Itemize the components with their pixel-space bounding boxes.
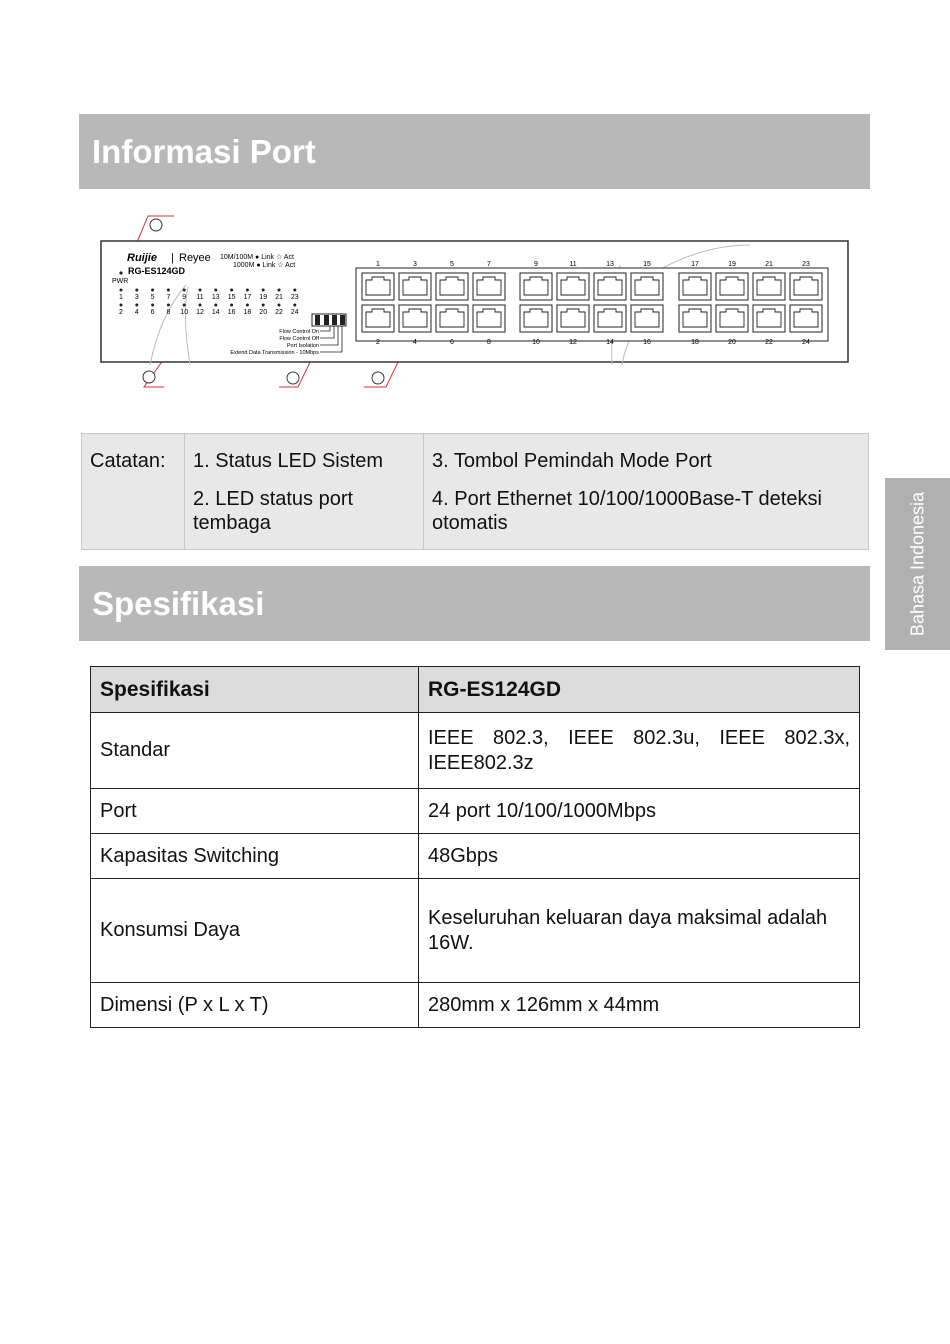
spec-table (90, 666, 860, 1028)
pwr-led (119, 271, 122, 274)
rj45-port-16 (631, 305, 663, 332)
led-number-16: 16 (227, 309, 236, 316)
led-number-10: 10 (180, 309, 189, 316)
led-number-19: 19 (259, 294, 268, 301)
port-led-7 (167, 289, 170, 292)
port-led-10 (183, 304, 186, 307)
rj45-port-21 (753, 273, 785, 300)
rj45-port-17 (679, 273, 711, 300)
language-side-tab (885, 478, 950, 650)
port-led-16 (230, 304, 233, 307)
pwr-label: PWR (112, 278, 129, 285)
port-number-2: 2 (376, 339, 380, 346)
led-number-1: 1 (119, 294, 123, 301)
port-led-18 (246, 304, 249, 307)
port-info-title: Informasi Port (92, 132, 316, 170)
port-number-16: 16 (643, 339, 651, 346)
spec-header-row (91, 667, 860, 713)
table-row (91, 879, 860, 983)
led-number-4: 4 (134, 309, 139, 316)
port-led-22 (278, 304, 281, 307)
led-number-5: 5 (150, 294, 155, 301)
callout-3-circle (287, 372, 299, 384)
port-number-19: 19 (728, 261, 736, 268)
led-number-17: 17 (243, 294, 252, 301)
spec-row-value: 280mm x 126mm x 44mm (419, 983, 860, 1028)
switch-label-1: Flow Control On (279, 329, 319, 335)
rj45-port-15 (631, 273, 663, 300)
port-number-17: 17 (691, 261, 699, 268)
spec-row-label: Kapasitas Switching (91, 834, 419, 879)
rj45-port-8 (473, 305, 505, 332)
note-item-3: 3. Tombol Pemindah Mode Port (432, 450, 712, 472)
brand-reyee: Reyee (179, 252, 211, 264)
spec-row-value: 48Gbps (419, 834, 860, 879)
rj45-port-9 (520, 273, 552, 300)
spec-row-value: Keseluruhan keluaran daya maksimal adalah 16W. (419, 879, 860, 983)
port-number-7: 7 (487, 261, 491, 268)
spec-header-col-2: RG-ES124GD (419, 667, 860, 713)
rj45-port-5 (436, 273, 468, 300)
rj45-port-13 (594, 273, 626, 300)
model-label: RG-ES124GD (128, 266, 186, 276)
callout-2-circle (143, 371, 155, 383)
port-number-3: 3 (413, 261, 417, 268)
rj45-port-3 (399, 273, 431, 300)
callout-4-circle (372, 372, 384, 384)
rj45-port-6 (436, 305, 468, 332)
port-number-4: 4 (413, 339, 417, 346)
spec-title: Spesifikasi (92, 584, 265, 622)
port-led-15 (230, 289, 233, 292)
port-number-20: 20 (728, 339, 736, 346)
port-number-15: 15 (643, 261, 651, 268)
led-number-3: 3 (134, 294, 139, 301)
led-number-8: 8 (166, 309, 171, 316)
notes-col-2 (424, 434, 869, 550)
led-number-13: 13 (211, 294, 220, 301)
notes-label: Catatan: (82, 434, 185, 550)
led-number-24: 24 (290, 309, 299, 316)
spec-row-label: Port (91, 789, 419, 834)
port-number-12: 12 (569, 339, 577, 346)
rj45-port-10 (520, 305, 552, 332)
port-number-21: 21 (765, 261, 773, 268)
switch-label-3: Port Isolation (286, 343, 319, 349)
port-number-11: 11 (569, 261, 577, 268)
port-number-1: 1 (376, 261, 380, 268)
spec-row-label: Standar (91, 713, 419, 789)
table-row (91, 983, 860, 1028)
port-led-23 (293, 289, 296, 292)
port-led-21 (278, 289, 281, 292)
spec-row-value: IEEE 802.3, IEEE 802.3u, IEEE 802.3x, IEEE802.3z (419, 713, 860, 789)
port-led-11 (199, 289, 202, 292)
port-led-2 (120, 304, 123, 307)
led-number-6: 6 (150, 309, 155, 316)
port-number-5: 5 (450, 261, 454, 268)
port-led-24 (293, 304, 296, 307)
led-number-2: 2 (119, 309, 123, 316)
port-led-3 (135, 289, 138, 292)
rj45-port-20 (716, 305, 748, 332)
switch-label-2: Flow Control Off (279, 336, 319, 342)
rj45-port-23 (790, 273, 822, 300)
port-led-1 (120, 289, 123, 292)
callout-1-circle (150, 219, 162, 231)
note-item-4: 4. Port Ethernet 10/100/1000Base-T deteksi otomatis (432, 488, 822, 534)
port-number-23: 23 (802, 261, 810, 268)
rj45-port-4 (399, 305, 431, 332)
led-number-9: 9 (182, 294, 187, 301)
port-led-5 (151, 289, 154, 292)
rj45-port-12 (557, 305, 589, 332)
port-number-14: 14 (606, 339, 614, 346)
notes-col-1 (185, 434, 424, 550)
led-number-12: 12 (196, 309, 204, 316)
table-row (91, 789, 860, 834)
legend-line-1: 10M/100M ● Link ☆ Act (220, 254, 294, 261)
rj45-port-7 (473, 273, 505, 300)
port-led-12 (199, 304, 202, 307)
switch-label-4: Extend Data Transmission - 10Mbps (230, 350, 319, 356)
port-number-8: 8 (487, 339, 491, 346)
port-number-18: 18 (691, 339, 699, 346)
mode-switch-block (312, 314, 346, 326)
port-led-14 (214, 304, 217, 307)
rj45-port-2 (362, 305, 394, 332)
spec-banner (79, 566, 870, 641)
port-number-6: 6 (450, 339, 454, 346)
port-info-banner (79, 114, 870, 189)
led-number-15: 15 (227, 294, 236, 301)
port-led-8 (167, 304, 170, 307)
rj45-port-22 (753, 305, 785, 332)
language-label: Bahasa Indonesia (907, 491, 927, 637)
port-number-10: 10 (532, 339, 540, 346)
table-row (91, 713, 860, 789)
rj45-port-14 (594, 305, 626, 332)
port-number-22: 22 (765, 339, 773, 346)
port-led-13 (214, 289, 217, 292)
rj45-port-18 (679, 305, 711, 332)
led-number-22: 22 (275, 309, 283, 316)
note-item-1: 1. Status LED Sistem (193, 450, 384, 472)
port-number-13: 13 (606, 261, 614, 268)
spec-row-value: 24 port 10/100/1000Mbps (419, 789, 860, 834)
port-led-6 (151, 304, 154, 307)
port-led-20 (262, 304, 265, 307)
table-row (91, 834, 860, 879)
note-item-2: 2. LED status port tembaga (193, 488, 354, 534)
led-number-18: 18 (243, 309, 252, 316)
led-number-23: 23 (290, 294, 299, 301)
switch-front-panel (90, 205, 860, 405)
legend-line-2: 1000M ● Link ☆ Act (233, 262, 296, 269)
led-number-20: 20 (259, 309, 268, 316)
notes-table (81, 433, 869, 550)
led-number-21: 21 (275, 294, 283, 301)
rj45-port-1 (362, 273, 394, 300)
spec-row-label: Dimensi (P x L x T) (91, 983, 419, 1028)
port-led-19 (262, 289, 265, 292)
led-number-11: 11 (196, 294, 204, 301)
led-number-14: 14 (211, 309, 220, 316)
port-led-9 (183, 289, 186, 292)
port-number-9: 9 (534, 261, 538, 268)
spec-row-label: Konsumsi Daya (91, 879, 419, 983)
port-number-24: 24 (802, 339, 810, 346)
led-number-7: 7 (166, 294, 171, 301)
rj45-port-11 (557, 273, 589, 300)
rj45-port-19 (716, 273, 748, 300)
brand-ruijie: Ruijie (127, 252, 157, 264)
spec-header-col-1: Spesifikasi (91, 667, 419, 713)
port-led-4 (135, 304, 138, 307)
rj45-port-24 (790, 305, 822, 332)
brand-divider: | (171, 252, 174, 264)
port-led-17 (246, 289, 249, 292)
